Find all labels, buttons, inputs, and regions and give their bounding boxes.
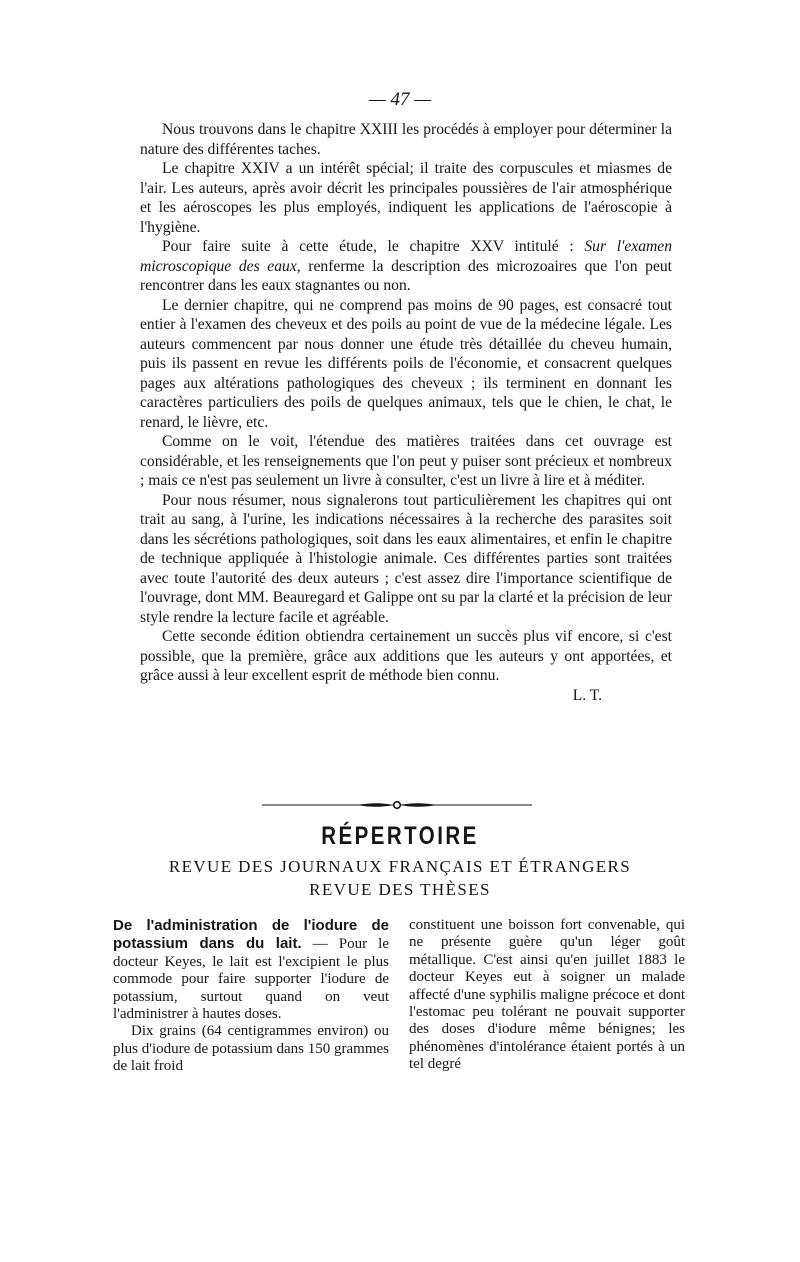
article-right-column <box>409 917 685 1076</box>
review-paragraph: Le chapitre XXIV a un intérêt spécial; il traite des corpuscules et miasmes de l'air. Les auteurs, après avoir décrit les principales poussières de l'air atmosphérique et les aéroscopes les plus employés, indiquent les applications de l'aéroscopie à l'hygiène. <box>140 160 672 236</box>
section-subheading: REVUE DES THÈSES <box>309 880 491 899</box>
article-left-column <box>113 917 389 1076</box>
review-paragraph: Nous trouvons dans le chapitre XXIII les procédés à employer pour déterminer la nature des différentes taches. <box>140 121 672 158</box>
article-paragraph: Dix grains (64 centigrammes environ) ou plus d'iodure de potassium dans 150 grammes de lait froid <box>113 1023 389 1075</box>
section-heading: RÉPERTOIRE <box>321 822 479 850</box>
review-paragraph-rest: , renferme la description des microzoaires que l'on peut rencontrer dans les eaux stagnantes ou non. <box>140 257 672 294</box>
review-paragraph: Le dernier chapitre, qui ne comprend pas moins de 90 pages, est consacré tout entier à l'examen des cheveux et des poils au point de vue de la médecine légale. Les auteurs commencent par nous donner une étude très détaillée du cheveu humain, puis ils passent en revue les différents poils de l'économie, et consacrent quelques pages aux altérations pathologiques des cheveux ; ils terminent en donnant les caractères particuliers des poils de quelques animaux, tels que le chien, le chat, le renard, le lièvre, etc. <box>140 296 672 431</box>
book-review-text <box>140 120 672 705</box>
section-divider-ornament <box>262 799 532 811</box>
review-paragraph: Cette seconde édition obtiendra certainement un succès plus vif encore, si c'est possible, que la première, grâce aux additions que les auteurs y ont apportées, et grâce aussi à leur excellent esprit de méthode bien connu. <box>140 628 672 684</box>
article-title: De l'administration de l'iodure de potassium dans du lait. <box>113 917 389 953</box>
review-paragraph: Pour nous résumer, nous signalerons tout particulièrement les chapitres qui ont trait au sang, à l'urine, les indications nécessaires à la recherche des parasites soit dans les sécrétions pathologiques, soit dans les eaux alimentaires, et enfin le chapitre de technique appliquée à l'histologie animale. Ces différentes parties sont traitées avec toute l'autorité des deux auteurs ; c'est assez dire l'importance scientifique de l'ouvrage, dont MM. Beauregard et Galippe ont su par la clarté et la précision de leur style rendre la lecture facile et agréable. <box>140 491 672 626</box>
review-paragraph-intro: Pour faire suite à cette étude, le chapitre XXV intitulé : <box>162 238 585 255</box>
page-number: — 47 — <box>368 89 432 110</box>
review-paragraph <box>140 237 672 296</box>
review-signature: L. T. <box>572 686 602 704</box>
article-paragraph: constituent une boisson fort convenable, qui ne présente guère qu'un léger goût métallique. C'est ainsi qu'en juillet 1883 le docteur Keyes eut à soigner un malade affecté d'une syphilis maligne précoce et dont l'estomac peu tolérant ne pouvait supporter des doses d'iodure même bénignes; les phénomènes d'intolérance étaient portés à un tel degré <box>409 917 685 1073</box>
chapter-xxv-title: Sur l'examen microscopique des eaux <box>140 238 672 275</box>
article-paragraph <box>113 917 389 1023</box>
article-columns <box>113 917 685 1076</box>
review-paragraph: Comme on le voit, l'étendue des matières traitées dans cet ouvrage est considérable, et les renseignements que l'on peut y puiser sont précieux et nombreux ; mais ce n'est pas seulement un livre à consulter, c'est un livre à lire et à méditer. <box>140 433 672 489</box>
article-paragraph-text: — Pour le docteur Keyes, le lait est l'excipient le plus commode pour faire supporter l'iodure de potassium, surtout quand on veut l'administrer à hautes doses. <box>113 936 389 1023</box>
section-subheading: REVUE DES JOURNAUX FRANÇAIS ET ÉTRANGERS <box>168 857 632 876</box>
